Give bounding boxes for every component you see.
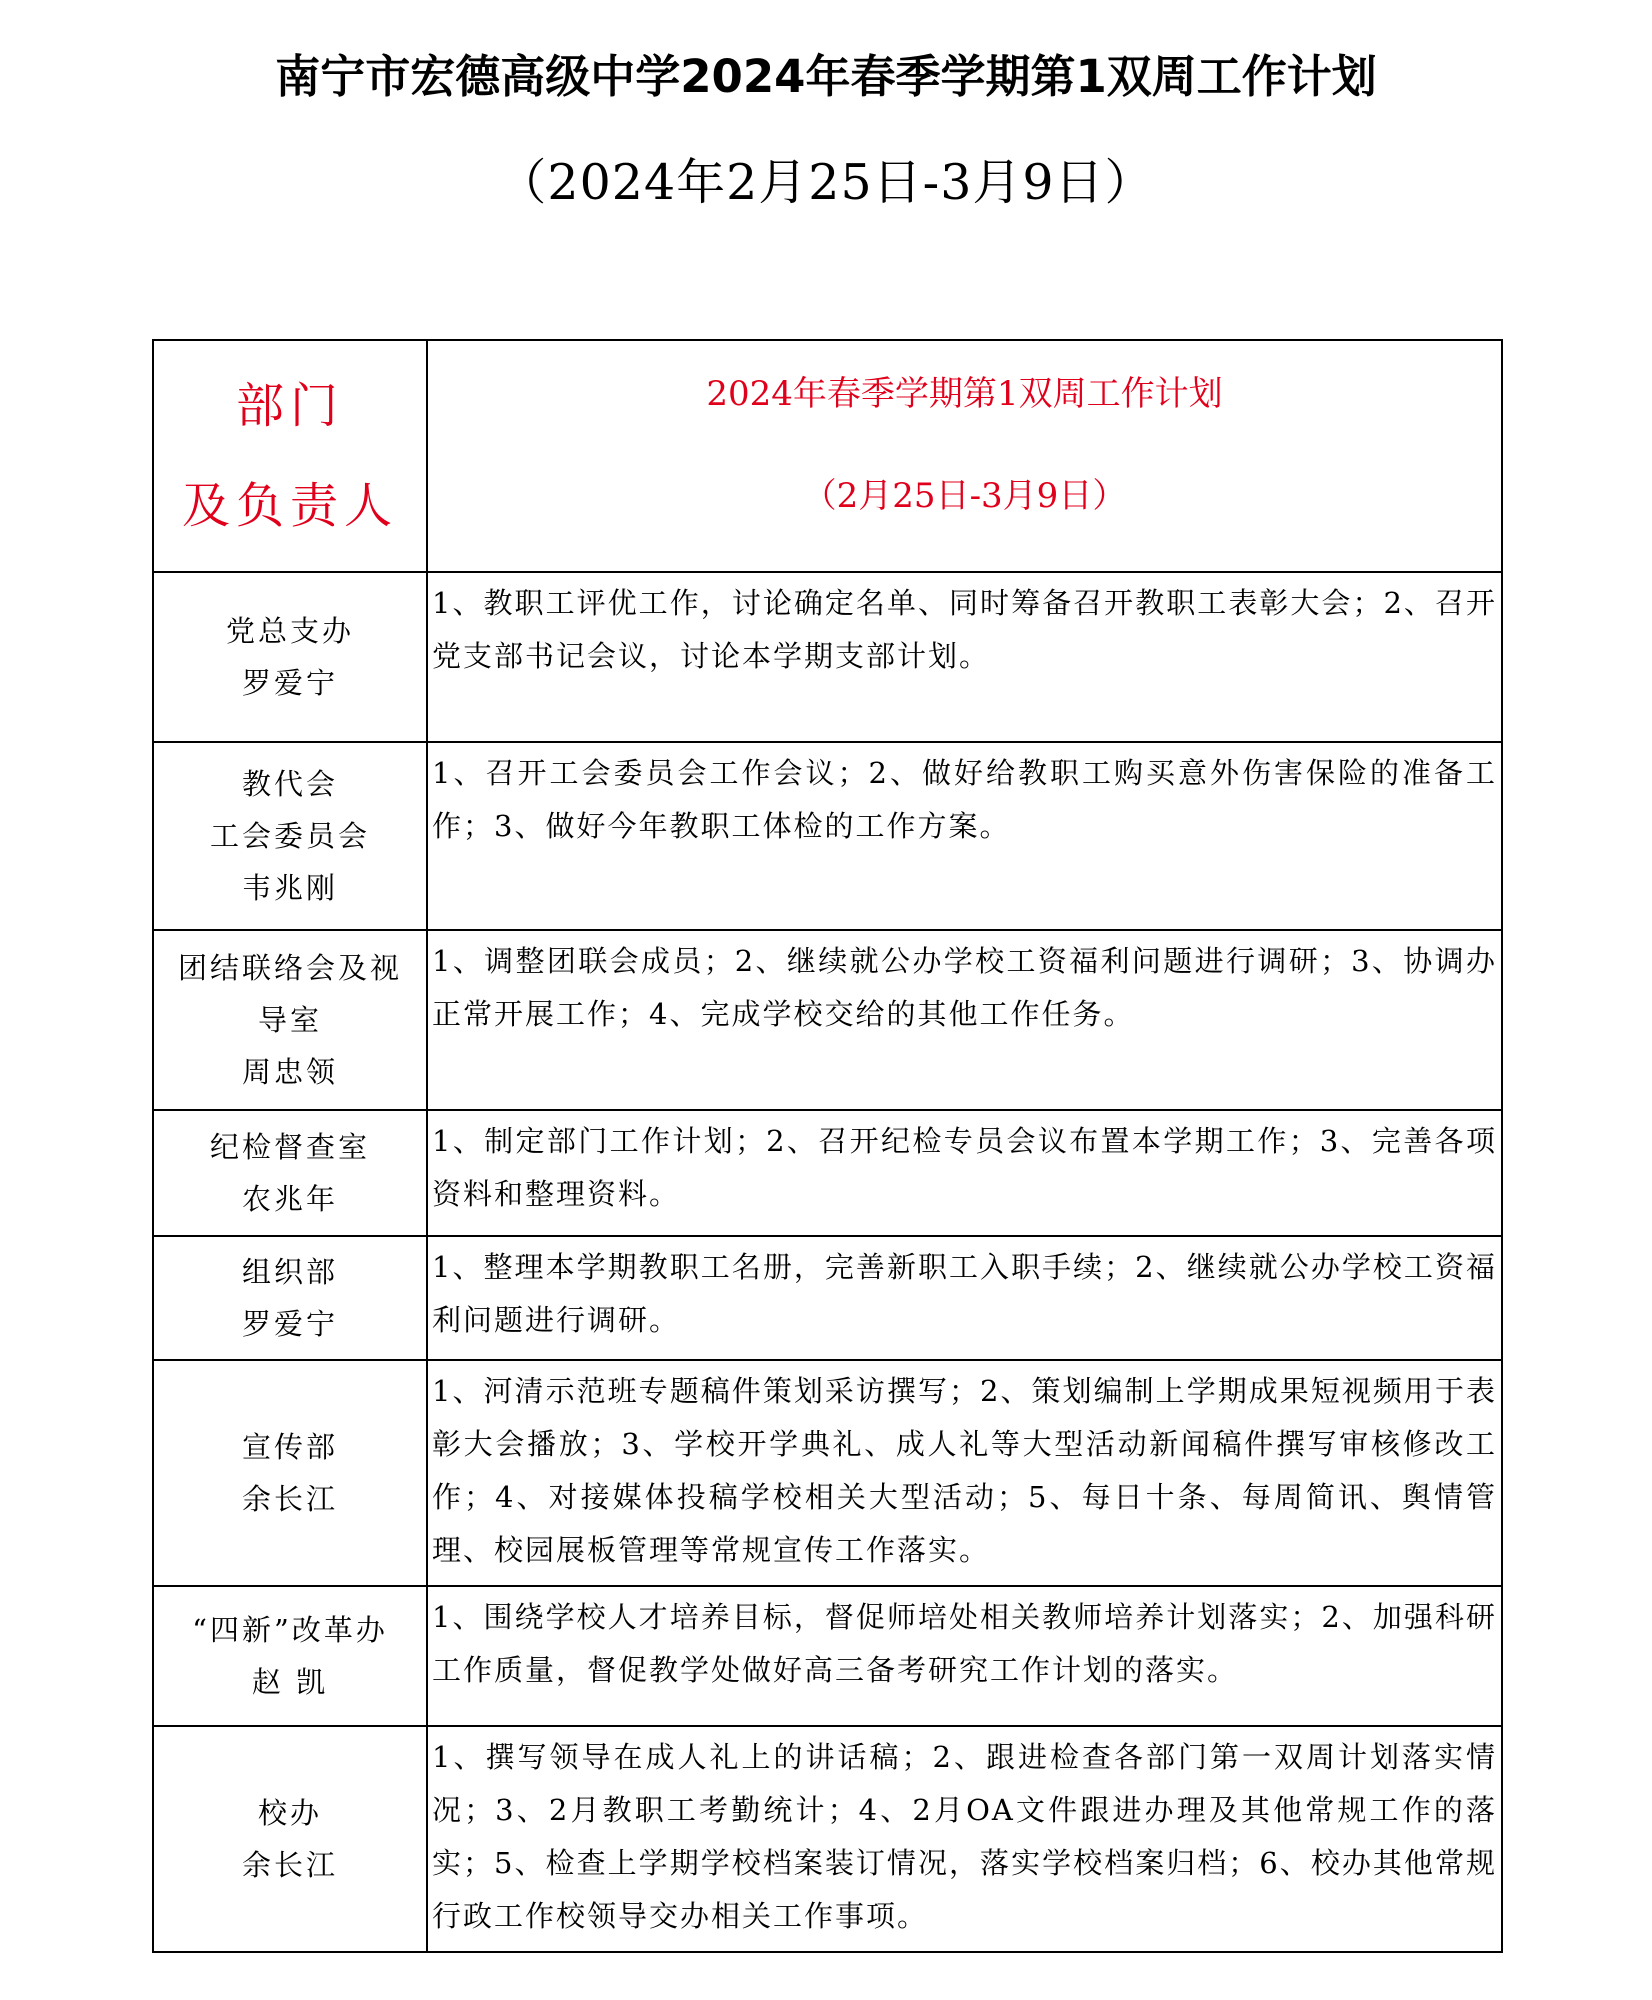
- table-row: [153, 1586, 1502, 1726]
- dept-header-line2: 及负责人: [181, 478, 398, 534]
- dept-cell: [153, 742, 427, 930]
- table-row: [153, 572, 1502, 742]
- table-row: [153, 1236, 1502, 1360]
- dept-cell: [153, 1236, 427, 1360]
- dept-cell: [153, 1360, 427, 1586]
- table-row: [153, 1726, 1502, 1952]
- work-cell: 1、制定部门工作计划；2、召开纪检专员会议布置本学期工作；3、完善各项资料和整理资料。: [427, 1110, 1502, 1236]
- plan-header-line2: （2月25日-3月9日）: [802, 476, 1127, 516]
- dept-owner: 余长江: [241, 1482, 338, 1516]
- dept-name: 纪检督查室: [209, 1130, 370, 1164]
- work-cell: 1、撰写领导在成人礼上的讲话稿；2、跟进检查各部门第一双周计划落实情况；3、2月教职工考勤统计；4、2月OA文件跟进办理及其他常规工作的落实；5、检查上学期学校档案装订情况，落实学校档案归档；6、校办其他常规行政工作校领导交办相关工作事项。: [427, 1726, 1502, 1952]
- dept-name: 校办: [257, 1796, 322, 1830]
- document-title: 南宁市宏德高级中学2024年春季学期第1双周工作计划: [275, 50, 1377, 103]
- plan-header-cell: [427, 340, 1502, 572]
- dept-cell: [153, 572, 427, 742]
- work-cell: 1、整理本学期教职工名册，完善新职工入职手续；2、继续就公办学校工资福利问题进行调研。: [427, 1236, 1502, 1360]
- dept-owner: 赵 凯: [251, 1665, 329, 1699]
- dept-name: 党总支办: [225, 614, 354, 648]
- work-plan-table: [152, 339, 1503, 1953]
- table-header-row: [153, 340, 1502, 572]
- dept-owner: 农兆年: [241, 1182, 338, 1216]
- dept-name-line2: 导室: [257, 1003, 322, 1037]
- work-cell: 1、围绕学校人才培养目标，督促师培处相关教师培养计划落实；2、加强科研工作质量，督促教学处做好高三备考研究工作计划的落实。: [427, 1586, 1502, 1726]
- dept-name: 教代会: [241, 767, 338, 801]
- dept-owner: 周忠领: [241, 1055, 338, 1089]
- dept-name: 团结联络会及视: [177, 951, 402, 985]
- dept-name: 组织部: [241, 1255, 338, 1289]
- table-row: [153, 930, 1502, 1110]
- dept-cell: [153, 1586, 427, 1726]
- work-cell: 1、召开工会委员会工作会议；2、做好给教职工购买意外伤害保险的准备工作；3、做好今年教职工体检的工作方案。: [427, 742, 1502, 930]
- document-date-range: （2024年2月25日-3月9日）: [497, 154, 1155, 211]
- dept-cell: [153, 930, 427, 1110]
- dept-name: 宣传部: [241, 1430, 338, 1464]
- work-cell: 1、教职工评优工作，讨论确定名单、同时筹备召开教职工表彰大会；2、召开党支部书记会议，讨论本学期支部计划。: [427, 572, 1502, 742]
- dept-cell: [153, 1110, 427, 1236]
- dept-owner: 余长江: [241, 1848, 338, 1882]
- plan-header-line1: 2024年春季学期第1双周工作计划: [706, 374, 1223, 414]
- dept-header-cell: [153, 340, 427, 572]
- work-cell: 1、调整团联会成员；2、继续就公办学校工资福利问题进行调研；3、协调办正常开展工作；4、完成学校交给的其他工作任务。: [427, 930, 1502, 1110]
- table-row: [153, 1360, 1502, 1586]
- work-cell: 1、河清示范班专题稿件策划采访撰写；2、策划编制上学期成果短视频用于表彰大会播放；3、学校开学典礼、成人礼等大型活动新闻稿件撰写审核修改工作；4、对接媒体投稿学校相关大型活动；5、每日十条、每周简讯、舆情管理、校园展板管理等常规宣传工作落实。: [427, 1360, 1502, 1586]
- dept-header-line1: 部门: [235, 378, 344, 434]
- dept-owner: 罗爱宁: [241, 1307, 338, 1341]
- dept-name-line2: 工会委员会: [209, 819, 370, 853]
- dept-cell: [153, 1726, 427, 1952]
- dept-owner: 罗爱宁: [241, 666, 338, 700]
- dept-name: “四新”改革办: [192, 1613, 388, 1647]
- table-row: [153, 742, 1502, 930]
- dept-owner: 韦兆刚: [241, 871, 338, 905]
- table-row: [153, 1110, 1502, 1236]
